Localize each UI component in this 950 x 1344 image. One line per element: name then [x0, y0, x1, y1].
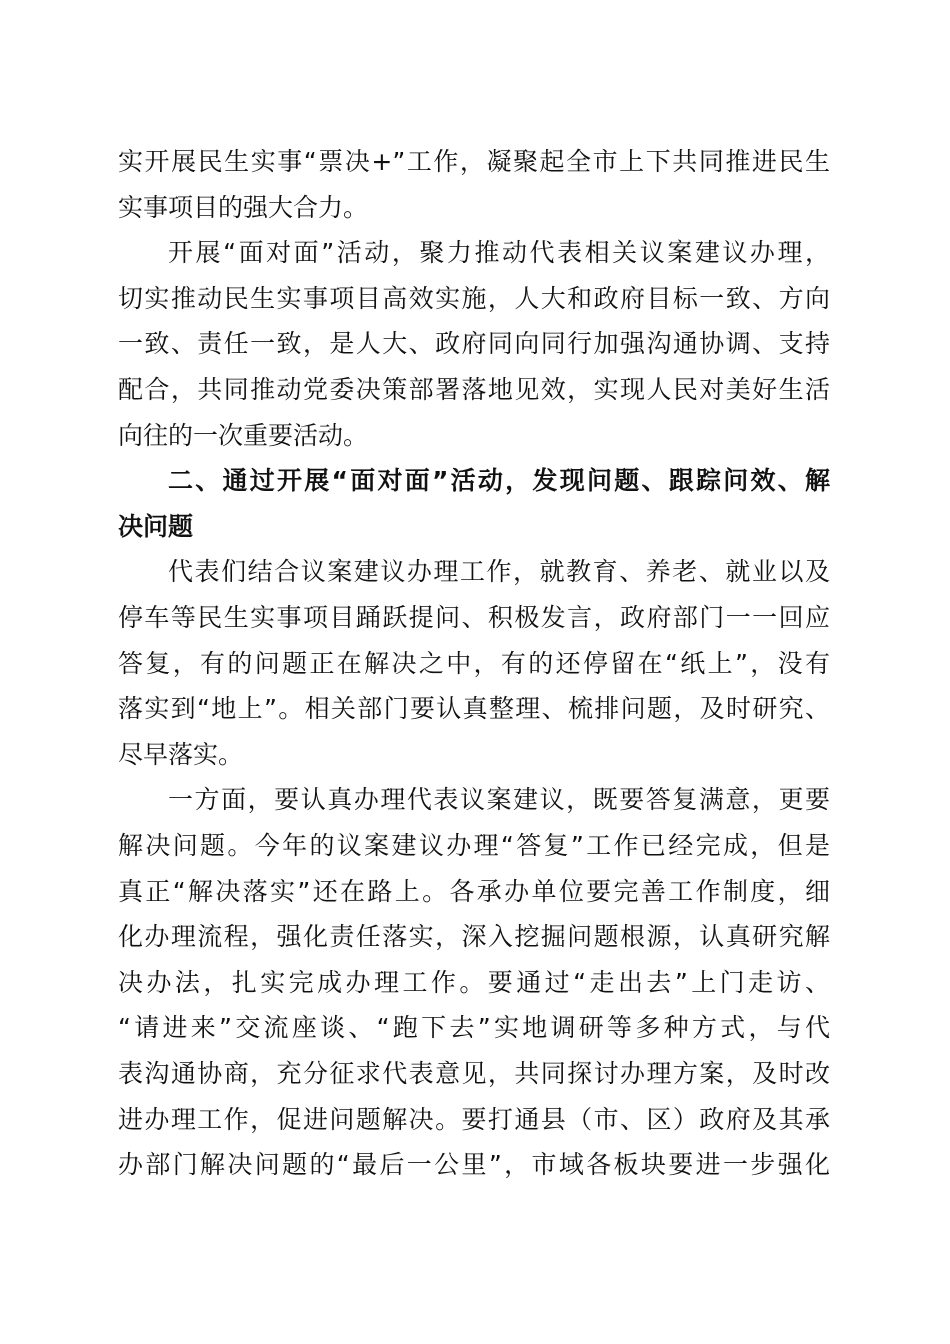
paragraph-line: 真正“解决落实”还在路上。各承办单位要完善工作制度，细	[118, 876, 830, 906]
paragraph-line: 尽早落实。	[118, 739, 244, 769]
paragraph-line: 办部门解决问题的“最后一公里”，市域各板块要进一步强化	[118, 1150, 830, 1180]
paragraph-line: 向往的一次重要活动。	[118, 420, 369, 450]
paragraph-line: 表沟通协商，充分征求代表意见，共同探讨办理方案，及时改	[118, 1059, 830, 1088]
paragraph-line: 化办理流程，强化责任落实，深入挖掘问题根源，认真研究解	[118, 922, 830, 952]
paragraph-line: “请进来”交流座谈、“跑下去”实地调研等多种方式，与代	[118, 1013, 830, 1043]
paragraph-line: 实开展民生实事“票决+”工作，凝聚起全市上下共同推进民生	[118, 147, 830, 176]
paragraph-line: 配合，共同推动党委决策部署落地见效，实现人民对美好生活	[118, 375, 830, 404]
paragraph-line: 实事项目的强大合力。	[118, 192, 369, 222]
paragraph-line: 切实推动民生实事项目高效实施，人大和政府目标一致、方向	[118, 283, 830, 313]
section-heading-line: 二、通过开展“面对面”活动，发现问题、跟踪问效、解	[168, 466, 830, 496]
section-heading-line: 决问题	[118, 511, 194, 541]
paragraph-line: 落实到“地上”。相关部门要认真整理、梳排问题，及时研究、	[118, 694, 830, 724]
paragraph-line: 答复，有的问题正在解决之中，有的还停留在“纸上”，没有	[118, 648, 830, 678]
paragraph-line: 解决问题。今年的议案建议办理“答复”工作已经完成，但是	[118, 831, 830, 860]
paragraph-line: 决办法，扎实完成办理工作。要通过“走出去”上门走访、	[118, 967, 830, 997]
paragraph-line: 一方面，要认真办理代表议案建议，既要答复满意，更要	[168, 785, 830, 815]
paragraph-line: 进办理工作，促进问题解决。要打通县（市、区）政府及其承	[118, 1104, 830, 1134]
paragraph-line: 停车等民生实事项目踊跃提问、积极发言，政府部门一一回应	[118, 603, 830, 632]
paragraph-line: 代表们结合议案建议办理工作，就教育、养老、就业以及	[168, 557, 830, 587]
paragraph-line: 开展“面对面”活动，聚力推动代表相关议案建议办理，	[168, 238, 830, 268]
paragraph-line: 一致、责任一致，是人大、政府同向同行加强沟通协调、支持	[118, 329, 830, 359]
